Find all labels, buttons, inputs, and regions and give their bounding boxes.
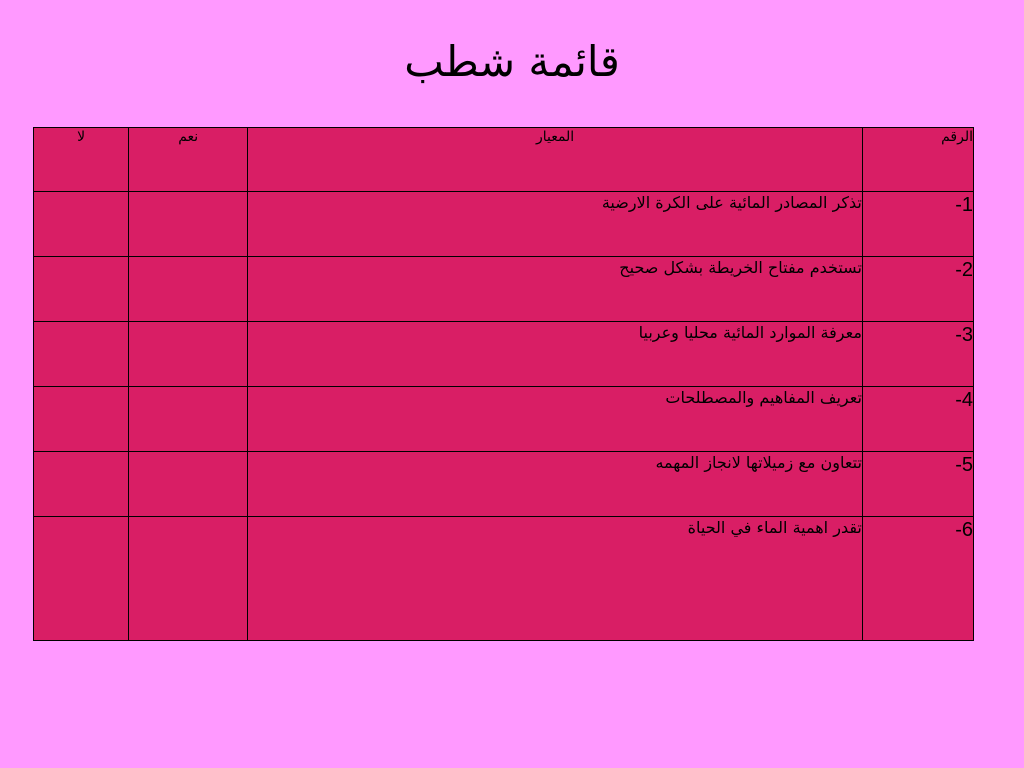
table-row [34, 452, 974, 517]
criterion-cell: تتعاون مع زميلاتها لانجاز المهمه [248, 452, 863, 517]
no-cell[interactable] [34, 192, 129, 257]
row-number: 6- [955, 519, 973, 541]
page-title: قائمة شطب [404, 37, 620, 86]
row-number: 4- [955, 389, 973, 411]
row-number-cell [862, 387, 973, 452]
header-number: الرقم [862, 128, 973, 192]
row-number: 3- [955, 324, 973, 346]
row-number-cell [862, 322, 973, 387]
no-cell[interactable] [34, 387, 129, 452]
yes-cell[interactable] [129, 517, 248, 641]
row-number-cell [862, 257, 973, 322]
no-cell[interactable] [34, 452, 129, 517]
row-number: 1- [955, 194, 973, 216]
no-cell[interactable] [34, 517, 129, 641]
header-no: لا [34, 128, 129, 192]
row-number: 2- [955, 259, 973, 281]
header-yes: نعم [129, 128, 248, 192]
criterion-cell: تذكر المصادر المائية على الكرة الارضية [248, 192, 863, 257]
yes-cell[interactable] [129, 192, 248, 257]
criterion-cell: تعريف المفاهيم والمصطلحات [248, 387, 863, 452]
table-row [34, 387, 974, 452]
yes-cell[interactable] [129, 257, 248, 322]
row-number-cell [862, 452, 973, 517]
row-number-cell [862, 192, 973, 257]
criterion-cell: معرفة الموارد المائية محليا وعربيا [248, 322, 863, 387]
table-row [34, 192, 974, 257]
yes-cell[interactable] [129, 452, 248, 517]
header-criterion: المعيار [248, 128, 863, 192]
checklist-table [33, 127, 974, 641]
row-number-cell [862, 517, 973, 641]
criterion-cell: تقدر اهمية الماء في الحياة [248, 517, 863, 641]
table-row [34, 257, 974, 322]
table-row [34, 322, 974, 387]
no-cell[interactable] [34, 322, 129, 387]
criterion-cell: تستخدم مفتاح الخريطة بشكل صحيح [248, 257, 863, 322]
yes-cell[interactable] [129, 387, 248, 452]
yes-cell[interactable] [129, 322, 248, 387]
table-row [34, 517, 974, 641]
no-cell[interactable] [34, 257, 129, 322]
header-row [34, 128, 974, 192]
row-number: 5- [955, 454, 973, 476]
